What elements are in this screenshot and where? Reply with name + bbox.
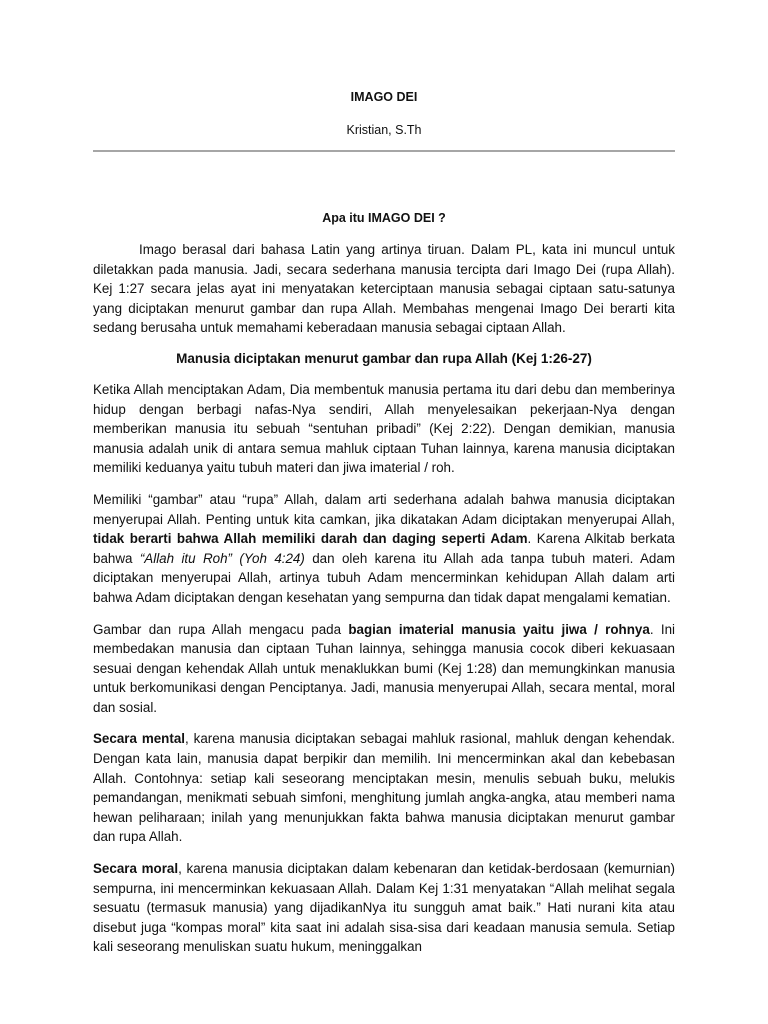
bold-emphasis: tidak berarti bahwa Allah memiliki darah dan daging seperti Adam <box>93 531 528 547</box>
paragraph-image-likeness <box>93 490 675 608</box>
text-span: Memiliki “gambar” atau “rupa” Allah, dalam arti sederhana adalah bahwa manusia diciptakan menyerupai Allah. Penting untuk kita camkan, jika dikatakan Adam diciptakan menyerupai Allah, <box>93 491 675 527</box>
bold-lead: Secara mental <box>93 731 185 747</box>
text-span: dan oleh karena itu Allah ada tanpa tubuh materi. Adam diciptakan menyerupai Allah, artinya tubuh Adam mencerminkan kehidupan Allah dalam arti bahwa Adam diciptakan dengan kesehatan yang sempurna dan tidak dapat mengalami kematian. <box>93 550 675 605</box>
paragraph-moral <box>93 859 675 957</box>
paragraph-mental <box>93 729 675 847</box>
document-body <box>93 210 675 969</box>
text-span: , karena manusia diciptakan sebagai mahluk rasional, mahluk dengan kehendak. Dengan kata lain, manusia dapat berpikir dan memilih. Ini mencerminkan akal dan kebebasan Allah. Contohnya: setiap kali seseorang menciptakan mesin, menulis sebuah buku, melukis pemandangan, menikmati sebuah simfoni, menghitung jumlah angka-angka, atau memberi nama hewan peliharaan; inilah yang menunjukkan fakta bahwa manusia diciptakan menurut gambar dan rupa Allah. <box>93 731 676 845</box>
section-heading-creation: Manusia diciptakan menurut gambar dan rupa Allah (Kej 1:26-27) <box>176 350 592 366</box>
text-span: , karena manusia diciptakan dalam kebenaran dan ketidak-berdosaan (kemurnian) sempurna, ini mencerminkan kekuasaan Allah. Dalam Kej 1:31 menyatakan “Allah melihat segala sesuatu (termasuk manusia) yang dijadikanNya itu sungguh amat baik.” Hati nurani kita atau disebut juga “kompas moral” kita saat ini adalah sisa-sisa dari keadaan manusia semula. Setiap kali seseorang menuliskan suatu hukum, meninggalkan <box>93 861 676 955</box>
bold-lead: Secara moral <box>93 861 179 877</box>
italic-quote: “Allah itu Roh” (Yoh 4:24) <box>139 550 305 566</box>
paragraph-intro: Imago berasal dari bahasa Latin yang artinya tiruan. Dalam PL, kata ini muncul untuk diletakkan pada manusia. Jadi, secara sederhana manusia tercipta dari Imago Dei (rupa Allah). Kej 1:27 secara jelas ayat ini menyatakan keterciptaan manusia sebagai ciptaan satu-satunya yang diciptakan menurut gambar dan rupa Allah. Membahas mengenai Imago Dei berarti kita sedang berusaha untuk memahami keberadaan manusia sebagai ciptaan Allah. <box>93 242 675 336</box>
section-heading-what-is-imago-dei: Apa itu IMAGO DEI ? <box>322 211 446 225</box>
document-author: Kristian, S.Th <box>346 123 422 137</box>
text-span: Gambar dan rupa Allah mengacu pada <box>93 621 349 637</box>
text-span: . Ini membedakan manusia dan ciptaan Tuhan lainnya, sehingga manusia cocok diberi kekuasaan sesuai dengan kehendak Allah untuk menaklukkan bumi (Kej 1:28) dan memungkinkan manusia untuk berkomunikasi dengan Penciptanya. Jadi, manusia menyerupai Allah, secara mental, moral dan sosial. <box>93 621 675 715</box>
paragraph-adam-creation: Ketika Allah menciptakan Adam, Dia membentuk manusia pertama itu dari debu dan memberinya hidup dengan berbagi nafas-Nya sendiri, Allah menyelesaikan pekerjaan-Nya dengan memberikan manusia itu sebuah “sentuhan pribadi” (Kej 2:22). Dengan demikian, manusia manusia adalah unik di antara semua mahluk ciptaan Tuhan lainnya, karena manusia diciptakan memiliki keduanya yaitu tubuh materi dan jiwa imaterial / roh. <box>93 381 675 476</box>
bold-emphasis: bagian imaterial manusia yaitu jiwa / rohnya <box>348 621 650 637</box>
paragraph-immaterial-part <box>93 620 675 718</box>
document-title: IMAGO DEI <box>350 90 418 104</box>
title-divider <box>93 150 675 152</box>
text-span: . Karena Alkitab berkata bahwa <box>93 531 675 566</box>
document-page <box>93 0 675 1024</box>
